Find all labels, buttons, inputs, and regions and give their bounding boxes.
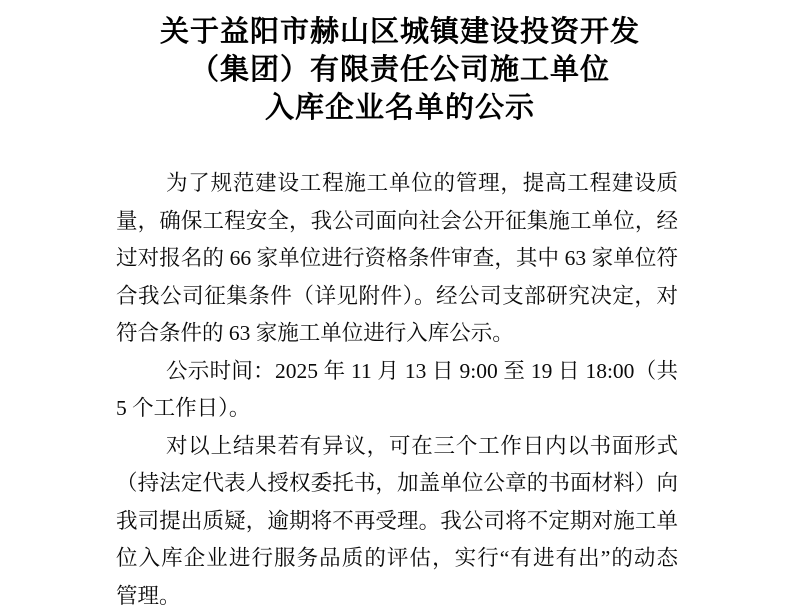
notice-title-line-2: （集团）有限责任公司施工单位	[189, 54, 610, 86]
text-line: 合我公司征集条件（详见附件）。经公司支部研究决定，对	[116, 283, 678, 308]
paragraph-objection	[116, 428, 678, 616]
text-line: 我司提出质疑，逾期将不再受理。我公司将不定期对施工单	[116, 508, 678, 533]
notice-title-line-3: 入库企业名单的公示	[264, 92, 535, 124]
paragraph-publicity-period	[116, 353, 678, 428]
notice-title-line-1: 关于益阳市赫山区城镇建设投资开发	[159, 16, 640, 48]
text-line: （持法定代表人授权委托书，加盖单位公章的书面材料）向	[116, 471, 678, 495]
notice-body	[116, 165, 678, 615]
text-line: 位入库企业进行服务品质的评估，实行“有进有出”的动态	[116, 546, 678, 570]
paragraph-intro	[116, 165, 678, 353]
text-line: 为了规范建设工程施工单位的管理，提高工程建设质	[166, 171, 678, 195]
notice-title	[0, 0, 800, 127]
text-line: 管理。	[116, 583, 181, 608]
text-line: 过对报名的 66 家单位进行资格条件审查，其中 63 家单位符	[116, 246, 678, 270]
text-line: 符合条件的 63 家施工单位进行入库公示。	[116, 321, 514, 345]
text-line: 量，确保工程安全，我公司面向社会公开征集施工单位，经	[116, 208, 678, 233]
text-line: 5 个工作日）。	[116, 396, 251, 420]
text-line: 对以上结果若有异议，可在三个工作日内以书面形式	[166, 433, 678, 458]
text-line: 公示时间：2025 年 11 月 13 日 9:00 至 19 日 18:00（共	[166, 358, 678, 383]
